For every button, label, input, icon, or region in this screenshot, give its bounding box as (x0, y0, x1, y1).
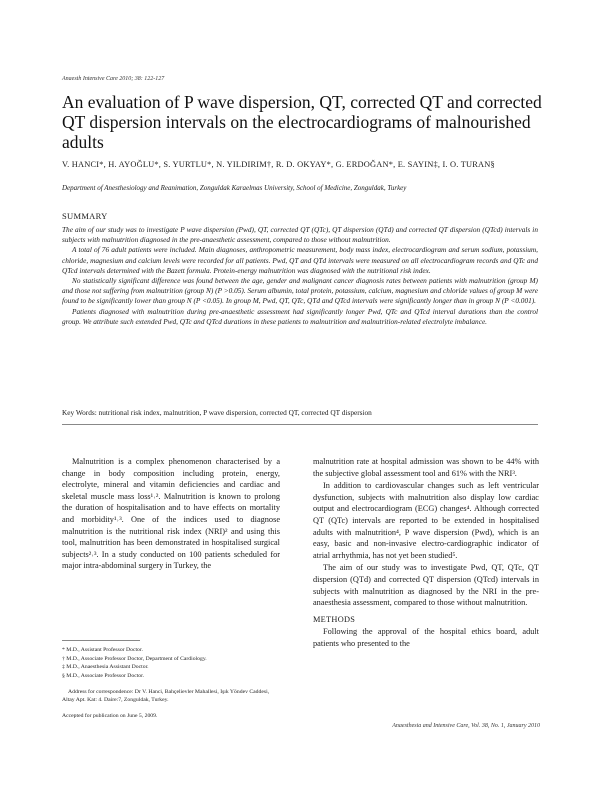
abstract-paragraph: A total of 76 adult patients were included. Main diagnoses, anthropometric measurement, body mass index, electrocardiogram and serum sodium, potassium, chloride, magnesium and calcium levels were recorded for all patients. Pwd, QT and QTd intervals were measured on all electrocardiogram records and QTc and QTcd intervals determined with the Bazett formula. Protein-energy malnutrition was diagnosed with the nutritional risk index. (62, 245, 538, 275)
body-paragraph: Following the approval of the hospital ethics board, adult patients who presented to the (313, 627, 539, 648)
body-paragraph: The aim of our study was to investigate Pwd, QT, QTc, QT dispersion (QTd) and corrected QT dispersion (QTcd) intervals in subjects with malnutrition as diagnosed by the NRI in the pre-anaesthesia assessment, compared to those without malnutrition. (313, 563, 539, 608)
body-paragraph: Malnutrition is a complex phenomenon characterised by a change in body composition including protein, energy, electrolyte, mineral and vitamin deficiencies and cardiac and skeletal muscle mass loss¹˒². Malnutrition is known to prolong the duration of hospitalisation and to have effects on mortality and morbidity¹˒³. One of the indices used to diagnose malnutrition is the nutritional risk index (NRI)² and using this tool, malnutrition has been demonstrated in hospitalised surgical subjects²˒³. In a study conducted on 100 patients scheduled for major intra-abdominal surgery in Turkey, the (62, 457, 280, 571)
abstract (62, 225, 538, 327)
summary-heading: SUMMARY (62, 211, 108, 221)
article-title: An evaluation of P wave dispersion, QT, corrected QT and corrected QT dispersion intervals on the electrocardiograms of malnourished adults (62, 92, 542, 152)
body-paragraph: malnutrition rate at hospital admission was shown to be 44% with the subjective global assessment tool and 61% with the NRI³. (313, 457, 539, 478)
footnote: * M.D., Assistant Professor Doctor. (62, 647, 143, 653)
body-paragraph: In addition to cardiovascular changes such as left ventricular dysfunction, subjects with malnutrition also display low cardiac output and electrocardiogram (ECG) changes⁴. Although corrected QT (QTc) intervals are reported to be extended in hospitalised adults with malnutrition⁴, P wave dispersion (Pwd), which is an easy, basic and non-invasive electro-cardiographic indicator of atrial arrhythmia, has not yet been studied⁵. (313, 481, 539, 560)
journal-reference: Anaesth Intensive Care 2010; 38: 122-127 (62, 76, 165, 82)
footnotes (62, 646, 280, 680)
footnote: § M.D., Associate Professor Doctor. (62, 672, 145, 679)
footnote: ‡ M.D., Anaesthesia Assistant Doctor. (62, 664, 149, 671)
body-column-right (313, 456, 539, 650)
methods-heading: METHODS (313, 614, 356, 624)
accepted-date: Accepted for publication on June 5, 2009. (62, 713, 158, 719)
affiliation: Department of Anesthesiology and Reanimation, Zonguldak Karaelmas University, School of Medicine, Zonguldak, Turkey (62, 184, 407, 192)
abstract-paragraph: No statistically significant difference was found between the age, gender and malignant cancer diagnosis rates between patients with malnutrition (group M) and those not suffering from malnutrition (group N) (P >0.05). Serum albumin, total protein, potassium, calcium, magnesium and chloride values of group M were found to be significantly lower than group N (P <0.05). In group M, Pwd, QT, QTc, QTd and QTcd intervals were significantly longer than in group N (P <0.001). (62, 276, 538, 306)
abstract-paragraph: The aim of our study was to investigate P wave dispersion (Pwd), QT, corrected QT (QTc), QT dispersion (QTd) and corrected QT dispersion (QTcd) intervals in subjects with malnutrition diagnosed in the pre-anaesthetic assessment, compared to those without malnutrition. (62, 225, 538, 245)
footnote-divider (62, 640, 140, 641)
keywords: Key Words: nutritional risk index, malnutrition, P wave dispersion, corrected QT, corrected QT dispersion (62, 408, 372, 417)
author-list: V. HANCI*, H. AYOĞLU*, S. YURTLU*, N. YILDIRIM†, R. D. OKYAY*, G. ERDOĞAN*, E. SAYIN‡, I. O. TURAN§ (62, 160, 495, 169)
body-column-left (62, 456, 280, 572)
section-divider (62, 424, 538, 425)
abstract-paragraph: Patients diagnosed with malnutrition during pre-anaesthetic assessment had significantly longer Pwd, QTc and QTcd interval durations than the control group. We attribute such extended Pwd, QTc and QTcd durations in these patients to malnutrition and malnutrition-related electrolyte imbalance. (62, 306, 538, 326)
footnote: † M.D., Associate Professor Doctor, Department of Cardiology. (62, 655, 207, 662)
footer-journal-reference: Anaesthesia and Intensive Care, Vol. 38, No. 1, January 2010 (392, 723, 540, 729)
correspondence-address: Address for correspondence: Dr V. Hanci, Bahçelievler Mahallesi, Işık Yöndev Caddesi, Altay Apt. Kat: 4. Daire:7, Zonguldak, Turkey. (62, 689, 270, 704)
